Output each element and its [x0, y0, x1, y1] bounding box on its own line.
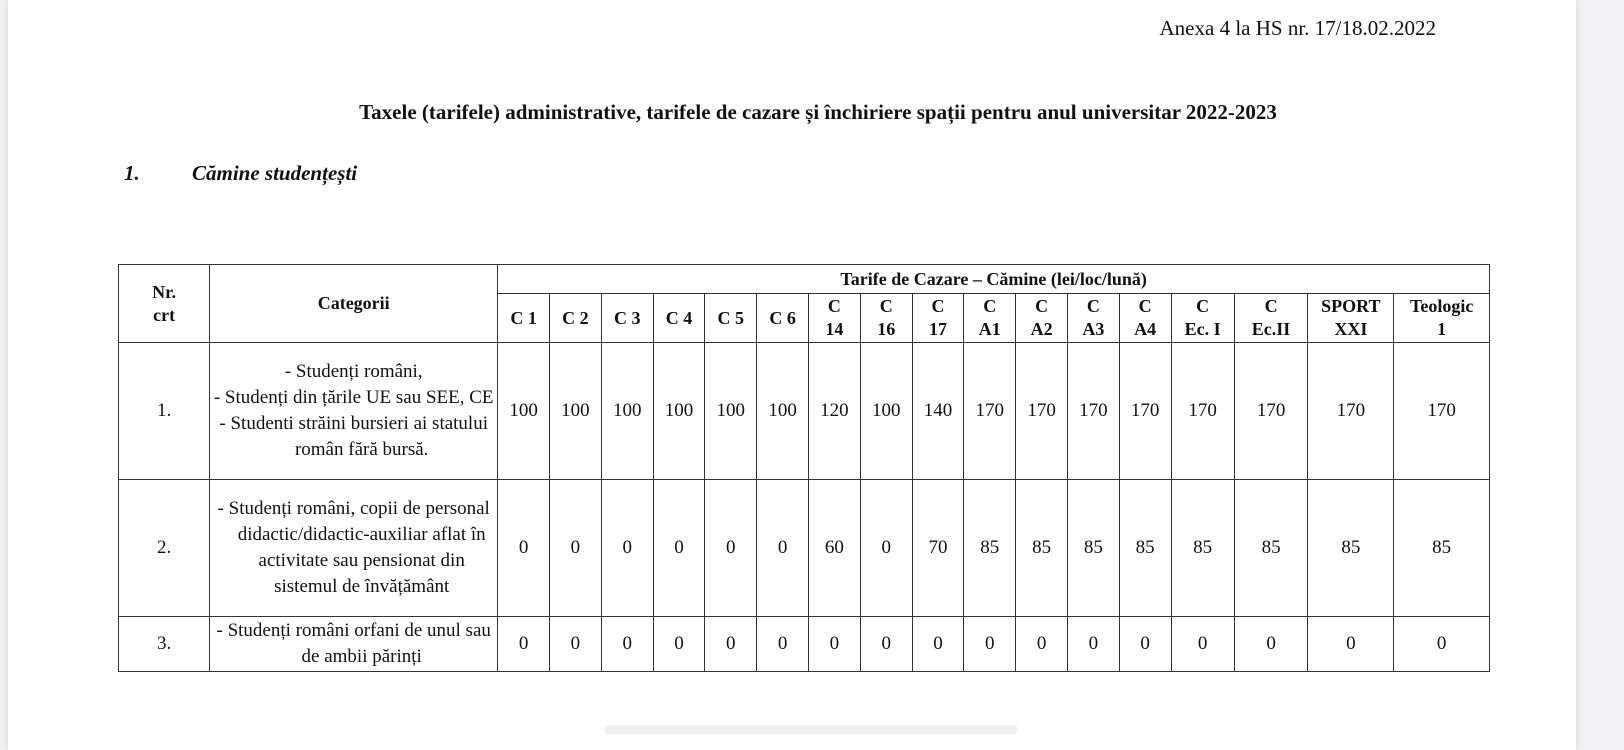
category-item: - Studenți români, — [284, 361, 423, 382]
rate-cell: 85 — [1016, 480, 1068, 617]
dorm-header-line: 1 — [1437, 319, 1447, 339]
rate-cell: 0 — [1171, 617, 1234, 672]
rate-cell: 0 — [1016, 617, 1068, 672]
rate-cell: 85 — [1171, 480, 1234, 617]
rate-cell: 170 — [1394, 343, 1490, 480]
dorm-header-line: XXI — [1334, 319, 1368, 339]
rate-cell: 100 — [757, 343, 809, 480]
rate-cell: 100 — [705, 343, 757, 480]
rate-cell: 0 — [1119, 617, 1171, 672]
dorm-header-line: C 5 — [717, 307, 745, 328]
rate-cell: 0 — [705, 480, 757, 617]
dorm-header — [601, 294, 653, 343]
rate-cell: 170 — [1171, 343, 1234, 480]
rate-cell: 100 — [550, 343, 602, 480]
dorm-header-line: C 3 — [613, 307, 641, 328]
dorm-header — [1171, 294, 1234, 343]
rate-cell: 0 — [1394, 617, 1490, 672]
dorm-header-line: 17 — [928, 319, 947, 339]
dorm-header-line: A4 — [1134, 319, 1157, 339]
dorm-header-line: C — [1138, 296, 1152, 316]
annex-reference: Anexa 4 la HS nr. 17/18.02.2022 — [1159, 16, 1436, 40]
rate-cell: 120 — [809, 343, 861, 480]
category-item: - Studenți români orfani de unul sau de ambii părinți — [216, 620, 491, 667]
rate-cell: 170 — [1308, 343, 1394, 480]
row-categories — [210, 480, 498, 617]
rate-cell: 170 — [1234, 343, 1308, 480]
rate-cell: 0 — [1308, 617, 1394, 672]
dorm-header — [912, 294, 964, 343]
horizontal-scrollbar[interactable] — [604, 725, 1018, 734]
rate-cell: 0 — [601, 617, 653, 672]
rate-cell: 0 — [757, 480, 809, 617]
section-title: Cămine studențești — [192, 161, 358, 185]
table-row — [119, 343, 1490, 480]
row-number: 2. — [119, 480, 210, 617]
rate-cell: 60 — [809, 480, 861, 617]
rate-cell: 85 — [1234, 480, 1308, 617]
dorm-header — [809, 294, 861, 343]
row-categories — [210, 617, 498, 672]
rate-cell: 170 — [1119, 343, 1171, 480]
dorm-header — [1308, 294, 1394, 343]
header-nr-line-1: Nr. — [152, 281, 176, 302]
dorm-header-line: 14 — [825, 319, 844, 339]
dorm-header-line: SPORT — [1321, 296, 1381, 316]
table-row — [119, 617, 1490, 672]
rate-cell: 70 — [912, 480, 964, 617]
rate-cell: 0 — [964, 617, 1016, 672]
dorm-header — [1234, 294, 1308, 343]
rate-cell: 100 — [860, 343, 912, 480]
dorm-header-line: C — [983, 296, 997, 316]
dorm-header-line: C — [1196, 296, 1210, 316]
rate-cell: 100 — [498, 343, 550, 480]
rate-cell: 0 — [860, 617, 912, 672]
rate-cell: 0 — [1067, 617, 1119, 672]
dorm-header-line: A1 — [978, 319, 1001, 339]
dorm-header — [1067, 294, 1119, 343]
dorm-header-line: A3 — [1082, 319, 1105, 339]
category-item: - Studenti străini bursieri ai statului român fără bursă. — [219, 413, 488, 460]
dorm-header-line: C — [827, 296, 841, 316]
rate-cell: 85 — [1119, 480, 1171, 617]
dorm-header-line: C — [931, 296, 945, 316]
table-row — [119, 480, 1490, 617]
rates-table — [118, 264, 1490, 672]
dorm-header — [1119, 294, 1171, 343]
dorm-header — [964, 294, 1016, 343]
rate-cell: 170 — [964, 343, 1016, 480]
rate-cell: 100 — [601, 343, 653, 480]
dorm-header-line: 16 — [877, 319, 896, 339]
dorm-header — [860, 294, 912, 343]
category-item: - Studenți români, copii de personal didactic/didactic-auxiliar aflat în activitate sau pensionat din sistemul de învățământ — [217, 498, 490, 597]
dorm-header — [757, 294, 809, 343]
dorm-header-line: C — [1035, 296, 1049, 316]
rate-cell: 85 — [1394, 480, 1490, 617]
rate-cell: 140 — [912, 343, 964, 480]
rate-cell: 0 — [498, 617, 550, 672]
rate-cell: 0 — [653, 617, 705, 672]
dorm-header — [653, 294, 705, 343]
document-page — [8, 0, 1576, 750]
rate-cell: 170 — [1016, 343, 1068, 480]
dorm-header-line: Ec.II — [1251, 319, 1291, 339]
dorm-header — [498, 294, 550, 343]
dorm-header-line: A2 — [1030, 319, 1053, 339]
dorm-header — [1394, 294, 1490, 343]
rate-cell: 0 — [757, 617, 809, 672]
row-number: 1. — [119, 343, 210, 480]
rate-cell: 0 — [601, 480, 653, 617]
rate-cell: 0 — [498, 480, 550, 617]
rate-cell: 0 — [653, 480, 705, 617]
rate-cell: 0 — [912, 617, 964, 672]
dorm-header-line: C 2 — [562, 307, 589, 328]
header-tarife-cazare: Tarife de Cazare – Cămine (lei/loc/lună) — [498, 265, 1490, 294]
dorm-header-line: Teologic — [1410, 296, 1474, 316]
dorm-header — [550, 294, 602, 343]
rate-cell: 0 — [809, 617, 861, 672]
dorm-header-line: C — [1086, 296, 1100, 316]
header-categorii: Categorii — [210, 265, 498, 343]
rate-cell: 0 — [550, 480, 602, 617]
section-heading — [124, 161, 357, 186]
dorm-header-line: C — [879, 296, 893, 316]
dorm-header-line: C 4 — [665, 307, 693, 328]
dorm-header-line: C — [1264, 296, 1278, 316]
rate-cell: 85 — [964, 480, 1016, 617]
rate-cell: 0 — [705, 617, 757, 672]
dorm-header-line: C 1 — [510, 307, 537, 328]
rate-cell: 170 — [1067, 343, 1119, 480]
document-title: Taxele (tarifele) administrative, tarifele de cazare și închiriere spații pentru anul universitar 2022-2023 — [359, 100, 1277, 124]
row-categories — [210, 343, 498, 480]
dorm-header — [1016, 294, 1068, 343]
category-item: - Studenți din țările UE sau SEE, CE — [213, 387, 494, 408]
rate-cell: 100 — [653, 343, 705, 480]
rate-cell: 85 — [1067, 480, 1119, 617]
header-nr-crt — [119, 265, 210, 343]
header-nr-line-2: crt — [153, 304, 176, 325]
rate-cell: 85 — [1308, 480, 1394, 617]
rate-cell: 0 — [1234, 617, 1308, 672]
dorm-header-line: C 6 — [769, 307, 796, 328]
row-number: 3. — [119, 617, 210, 672]
dorm-header — [705, 294, 757, 343]
section-number: 1. — [124, 161, 140, 185]
rate-cell: 0 — [860, 480, 912, 617]
rate-cell: 0 — [550, 617, 602, 672]
dorm-header-line: Ec. I — [1184, 319, 1221, 339]
